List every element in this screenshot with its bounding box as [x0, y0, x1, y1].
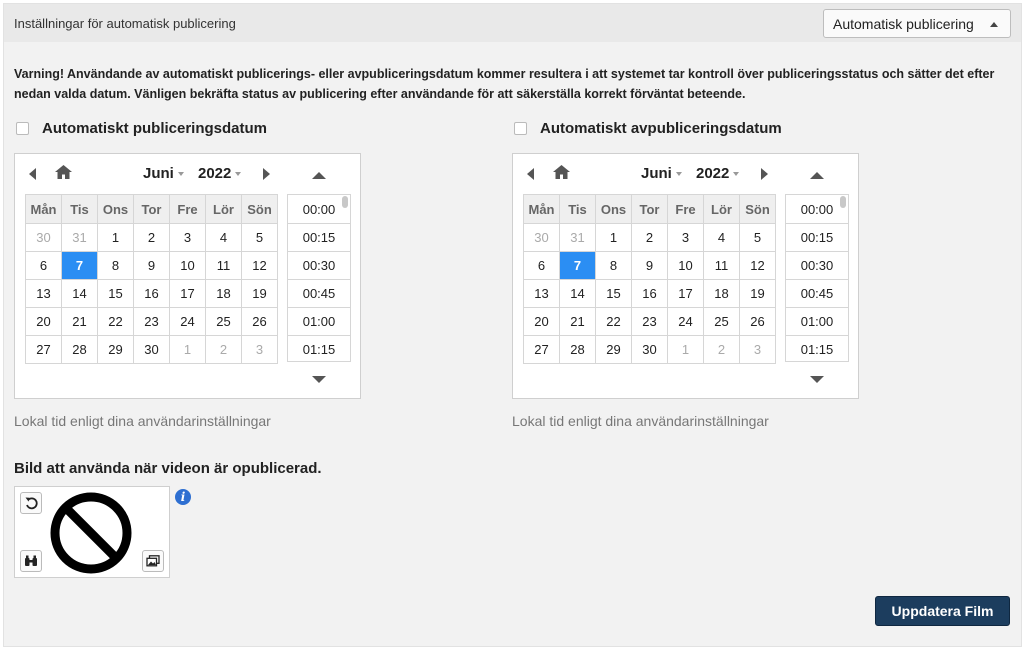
weekday-header: Ons: [98, 195, 134, 224]
time-option[interactable]: 00:30: [288, 252, 350, 280]
unpublish-local-time-note: Lokal tid enligt dina användarinställningar: [512, 413, 769, 429]
publish-date-row: [16, 120, 267, 137]
calendar-day[interactable]: 3: [242, 336, 278, 364]
calendar-day[interactable]: 6: [524, 252, 560, 280]
time-option[interactable]: 00:15: [288, 224, 350, 252]
unpublished-image-box: [14, 486, 170, 578]
calendar-day[interactable]: 1: [170, 336, 206, 364]
chevron-down-icon: [733, 172, 739, 176]
time-option[interactable]: 01:00: [786, 308, 848, 336]
calendar-day[interactable]: 29: [596, 336, 632, 364]
panel-title: Inställningar för automatisk publicering: [14, 16, 236, 31]
home-icon[interactable]: [55, 165, 72, 179]
calendar-day[interactable]: 27: [524, 336, 560, 364]
calendar-day[interactable]: 31: [62, 224, 98, 252]
time-option[interactable]: 00:45: [786, 280, 848, 308]
time-scroll-down-icon[interactable]: [810, 376, 824, 383]
calendar-day[interactable]: 15: [98, 280, 134, 308]
year-label: 2022: [696, 165, 730, 182]
calendar-day[interactable]: 21: [560, 308, 596, 336]
time-option[interactable]: 01:00: [288, 308, 350, 336]
calendar-day[interactable]: 4: [704, 224, 740, 252]
weekday-header: Ons: [596, 195, 632, 224]
binoculars-icon: [24, 555, 38, 567]
weekday-header: Fre: [668, 195, 704, 224]
publish-mode-label: Automatisk publicering: [833, 16, 974, 32]
year-label: 2022: [198, 165, 232, 182]
time-option[interactable]: 01:15: [786, 336, 848, 362]
calendar-day[interactable]: 30: [134, 336, 170, 364]
chevron-down-icon: [178, 172, 184, 176]
calendar-day[interactable]: 23: [134, 308, 170, 336]
time-scroll-down-icon[interactable]: [312, 376, 326, 383]
month-select[interactable]: [143, 165, 184, 182]
calendar-day[interactable]: 1: [98, 224, 134, 252]
calendar-day[interactable]: 3: [740, 336, 776, 364]
calendar-day[interactable]: 24: [668, 308, 704, 336]
calendar-week-row: [524, 252, 776, 280]
calendar-day-selected[interactable]: 7: [560, 252, 596, 280]
calendar-day[interactable]: 18: [206, 280, 242, 308]
calendar-day[interactable]: 11: [206, 252, 242, 280]
next-month-icon[interactable]: [263, 168, 270, 180]
image-gallery-icon: [146, 555, 160, 567]
calendar-day[interactable]: 19: [740, 280, 776, 308]
calendar-day[interactable]: 20: [524, 308, 560, 336]
calendar-day[interactable]: 6: [26, 252, 62, 280]
upload-image-button[interactable]: [142, 550, 164, 572]
weekday-header: Lör: [704, 195, 740, 224]
calendar-day[interactable]: 24: [170, 308, 206, 336]
calendar-day[interactable]: 26: [242, 308, 278, 336]
calendar-week-row: [26, 252, 278, 280]
time-option[interactable]: 00:45: [288, 280, 350, 308]
weekday-header: Tis: [560, 195, 596, 224]
weekday-header: Tor: [632, 195, 668, 224]
weekday-header: Mån: [524, 195, 560, 224]
calendar-day[interactable]: 13: [524, 280, 560, 308]
time-option[interactable]: 00:30: [786, 252, 848, 280]
calendar-week-row: [26, 308, 278, 336]
calendar-day[interactable]: 13: [26, 280, 62, 308]
calendar-week-row: [524, 280, 776, 308]
calendar-day[interactable]: 30: [26, 224, 62, 252]
calendar-day[interactable]: 31: [560, 224, 596, 252]
publish-datepicker: [14, 153, 361, 399]
calendar-day[interactable]: 9: [134, 252, 170, 280]
caret-up-icon: [990, 22, 998, 27]
unpublish-date-row: [514, 120, 782, 137]
unpublish-date-checkbox[interactable]: [514, 122, 527, 135]
calendar-day[interactable]: 2: [632, 224, 668, 252]
calendar-week-row: [524, 224, 776, 252]
reset-image-button[interactable]: [20, 492, 42, 514]
calendar-day[interactable]: 14: [62, 280, 98, 308]
calendar-day[interactable]: 27: [26, 336, 62, 364]
calendar-week-row: [524, 308, 776, 336]
calendar-week-row: [26, 280, 278, 308]
calendar-day[interactable]: 25: [704, 308, 740, 336]
calendar-day[interactable]: 12: [242, 252, 278, 280]
weekday-header: Tor: [134, 195, 170, 224]
unpublish-datepicker: [512, 153, 859, 399]
undo-icon: [24, 496, 38, 510]
time-scroll-up-icon[interactable]: [810, 172, 824, 179]
month-label: Juni: [641, 165, 672, 182]
time-scrollbar[interactable]: [342, 196, 348, 208]
calendar-day[interactable]: 3: [668, 224, 704, 252]
calendar-day[interactable]: 29: [98, 336, 134, 364]
calendar-day[interactable]: 8: [98, 252, 134, 280]
month-select[interactable]: [641, 165, 682, 182]
time-list[interactable]: [287, 194, 351, 362]
calendar-day[interactable]: 19: [242, 280, 278, 308]
publish-mode-dropdown[interactable]: [823, 9, 1011, 38]
time-option[interactable]: 01:15: [288, 336, 350, 362]
calendar-day[interactable]: 10: [170, 252, 206, 280]
calendar-day[interactable]: 25: [206, 308, 242, 336]
browse-image-button[interactable]: [20, 550, 42, 572]
time-option[interactable]: 00:15: [786, 224, 848, 252]
home-icon[interactable]: [553, 165, 570, 179]
calendar-day[interactable]: 4: [206, 224, 242, 252]
calendar-day[interactable]: 12: [740, 252, 776, 280]
next-month-icon[interactable]: [761, 168, 768, 180]
calendar-day[interactable]: 5: [740, 224, 776, 252]
calendar-day[interactable]: 22: [98, 308, 134, 336]
calendar-day[interactable]: 26: [740, 308, 776, 336]
prev-month-icon[interactable]: [29, 168, 36, 180]
calendar-day[interactable]: 1: [668, 336, 704, 364]
weekday-header-row: [26, 195, 278, 224]
calendar-day[interactable]: 14: [560, 280, 596, 308]
unpublish-date-label: Automatiskt avpubliceringsdatum: [540, 120, 782, 137]
warning-text: Varning! Användande av automatiskt publicerings- eller avpubliceringsdatum kommer resultera i att systemet tar kontroll över publiceringsstatus och sätter det efter nedan valda datum. Vänligen bekräfta status av publicering efter användande för att säkerställa korrekt förväntat beteende.: [14, 67, 995, 101]
calendar-day[interactable]: 3: [170, 224, 206, 252]
time-option[interactable]: 00:00: [288, 195, 350, 224]
calendar-day[interactable]: 5: [242, 224, 278, 252]
calendar-nav: [513, 154, 773, 192]
calendar-day[interactable]: 17: [170, 280, 206, 308]
unpublished-image-title: Bild att använda när videon är opublicerad.: [14, 460, 322, 477]
year-select[interactable]: [198, 165, 241, 182]
no-image-icon: [49, 491, 133, 575]
calendar-day[interactable]: 23: [632, 308, 668, 336]
calendar-day[interactable]: 1: [596, 224, 632, 252]
calendar-day[interactable]: 16: [632, 280, 668, 308]
calendar-day[interactable]: 8: [596, 252, 632, 280]
chevron-down-icon: [676, 172, 682, 176]
time-scrollbar[interactable]: [840, 196, 846, 208]
weekday-header: Lör: [206, 195, 242, 224]
calendar-grid: [25, 194, 278, 364]
calendar-day[interactable]: 28: [560, 336, 596, 364]
chevron-down-icon: [235, 172, 241, 176]
info-icon[interactable]: i: [175, 489, 191, 505]
calendar-nav: [15, 154, 275, 192]
calendar-day[interactable]: 16: [134, 280, 170, 308]
calendar-day[interactable]: 17: [668, 280, 704, 308]
calendar-day[interactable]: 2: [134, 224, 170, 252]
calendar-day[interactable]: 30: [524, 224, 560, 252]
calendar-day[interactable]: 18: [704, 280, 740, 308]
calendar-day[interactable]: 28: [62, 336, 98, 364]
calendar-week-row: [26, 336, 278, 364]
panel-header: [4, 4, 1021, 42]
month-label: Juni: [143, 165, 174, 182]
update-film-button[interactable]: Uppdatera Film: [875, 596, 1010, 626]
prev-month-icon[interactable]: [527, 168, 534, 180]
weekday-header: Fre: [170, 195, 206, 224]
calendar-day[interactable]: 2: [704, 336, 740, 364]
weekday-header-row: [524, 195, 776, 224]
publish-date-label: Automatiskt publiceringsdatum: [42, 120, 268, 137]
time-scroll-up-icon[interactable]: [312, 172, 326, 179]
calendar-week-row: [26, 224, 278, 252]
time-option[interactable]: 00:00: [786, 195, 848, 224]
auto-publish-panel: [3, 3, 1022, 647]
publish-date-checkbox[interactable]: [16, 122, 29, 135]
weekday-header: Sön: [740, 195, 776, 224]
calendar-day[interactable]: 2: [206, 336, 242, 364]
weekday-header: Mån: [26, 195, 62, 224]
calendar-week-row: [524, 336, 776, 364]
calendar-day[interactable]: 30: [632, 336, 668, 364]
calendar-day[interactable]: 10: [668, 252, 704, 280]
calendar-day[interactable]: 15: [596, 280, 632, 308]
time-list[interactable]: [785, 194, 849, 362]
weekday-header: Tis: [62, 195, 98, 224]
calendar-day-selected[interactable]: 7: [62, 252, 98, 280]
weekday-header: Sön: [242, 195, 278, 224]
year-select[interactable]: [696, 165, 739, 182]
calendar-day[interactable]: 22: [596, 308, 632, 336]
publish-local-time-note: Lokal tid enligt dina användarinställningar: [14, 413, 271, 429]
calendar-day[interactable]: 21: [62, 308, 98, 336]
calendar-grid: [523, 194, 776, 364]
calendar-day[interactable]: 11: [704, 252, 740, 280]
calendar-day[interactable]: 9: [632, 252, 668, 280]
calendar-day[interactable]: 20: [26, 308, 62, 336]
